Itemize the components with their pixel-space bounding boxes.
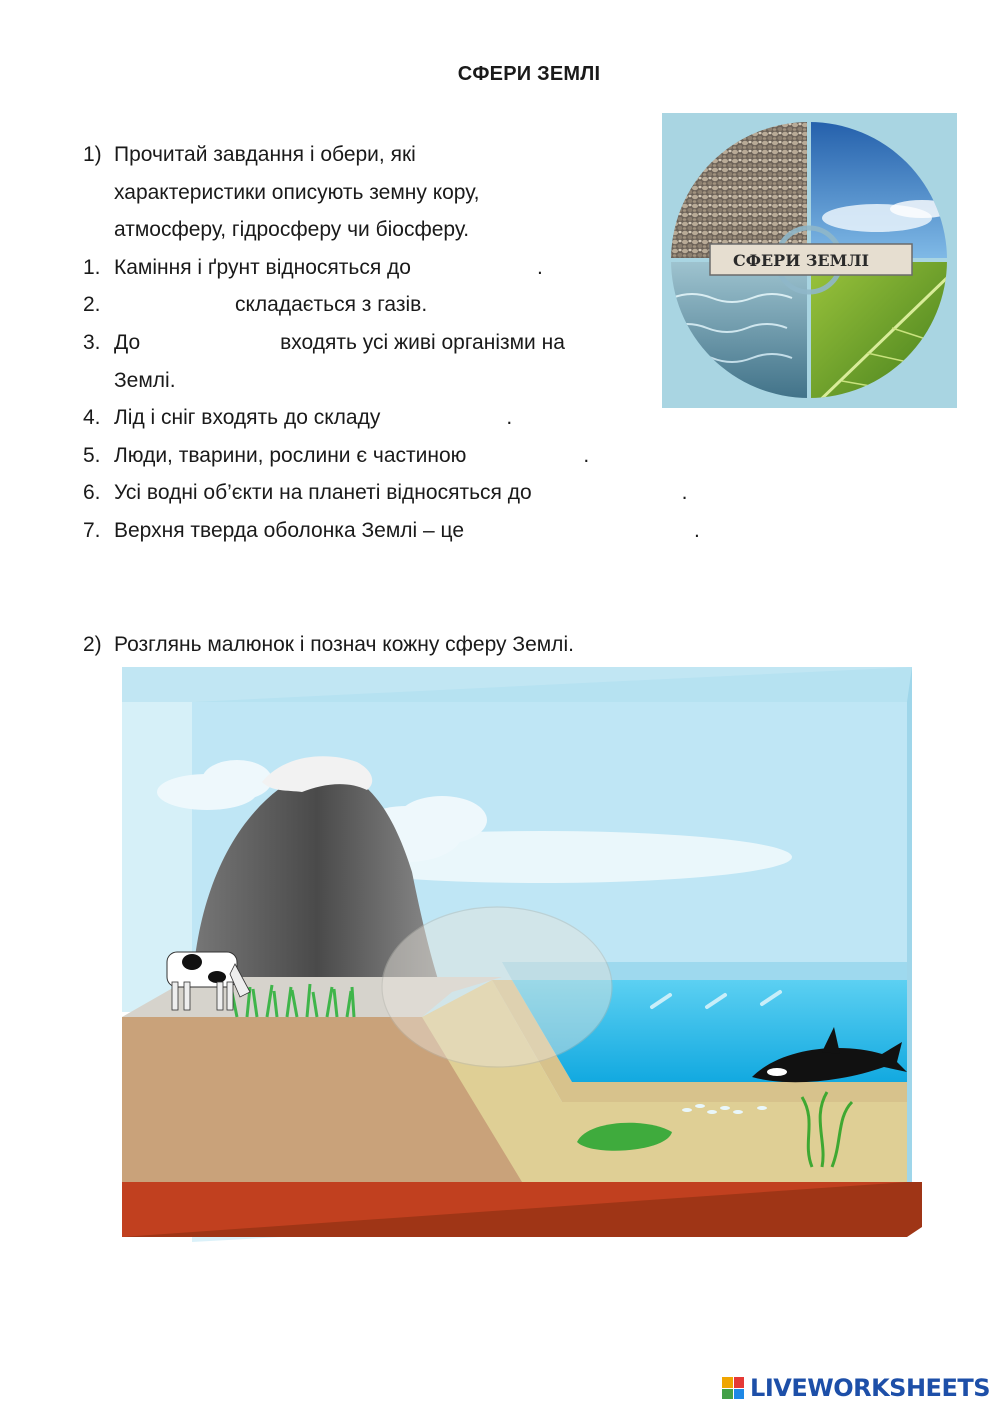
item-1 [83,255,543,281]
item-text-after: складається з газів. [235,293,428,316]
item-number: 1. [83,256,101,279]
item-text-before: Лід і сніг входять до складу [114,406,381,429]
item-text-after: . [583,444,590,467]
item-number: 4. [83,406,101,429]
item-7 [83,518,700,544]
picture-label: СФЕРИ ЗЕМЛІ [733,251,869,270]
item-number: 7. [83,519,101,542]
item-text-after: . [681,481,688,504]
logo-mark-icon [722,1377,744,1399]
item-text-after: . [694,519,700,542]
item-text-after: входять усі живі організми на [280,331,565,354]
item-text-before: Каміння і ґрунт відносяться до [114,256,411,279]
page-title: СФЕРИ ЗЕМЛІ [457,63,601,85]
task1-line-1 [83,142,416,168]
item-2 [83,292,427,318]
item-number: 6. [83,481,101,504]
item-text-after: . [506,406,513,429]
logo-text: LIVEWORKSHEETS [750,1374,990,1402]
earth-spheres-picture [662,113,957,408]
item-text-before: До [114,331,141,354]
task2-text: Розглянь малюнок і познач кожну сферу Землі. [114,633,574,656]
earth-spheres-landscape [122,662,922,1254]
task1-number: 1) [83,143,102,166]
item-3-continuation: Землі. [114,369,176,392]
item-number: 5. [83,444,101,467]
landscape-svg [122,662,922,1254]
item-5 [83,443,589,469]
item-3 [83,330,565,356]
item-text-before: Усі водні об’єкти на планеті відносяться до [114,481,532,504]
item-number: 3. [83,331,101,354]
liveworksheets-logo [722,1373,990,1403]
item-number: 2. [83,293,101,316]
task1-text-1: Прочитай завдання і обери, які [114,143,416,166]
task1-text-2: характеристики описують земну кору, [114,181,480,204]
item-text-after: . [536,256,543,279]
task2-line [83,632,574,658]
task2-number: 2) [83,633,102,656]
earth-spheres-svg [662,113,957,408]
item-6 [83,480,688,506]
task1-text-3: атмосферу, гідросферу чи біосферу. [114,218,470,241]
item-4 [83,405,512,431]
item-text-before: Верхня тверда оболонка Землі – це [114,519,465,542]
item-text-before: Люди, тварини, рослини є частиною [114,444,467,467]
fog-circle [382,907,612,1067]
